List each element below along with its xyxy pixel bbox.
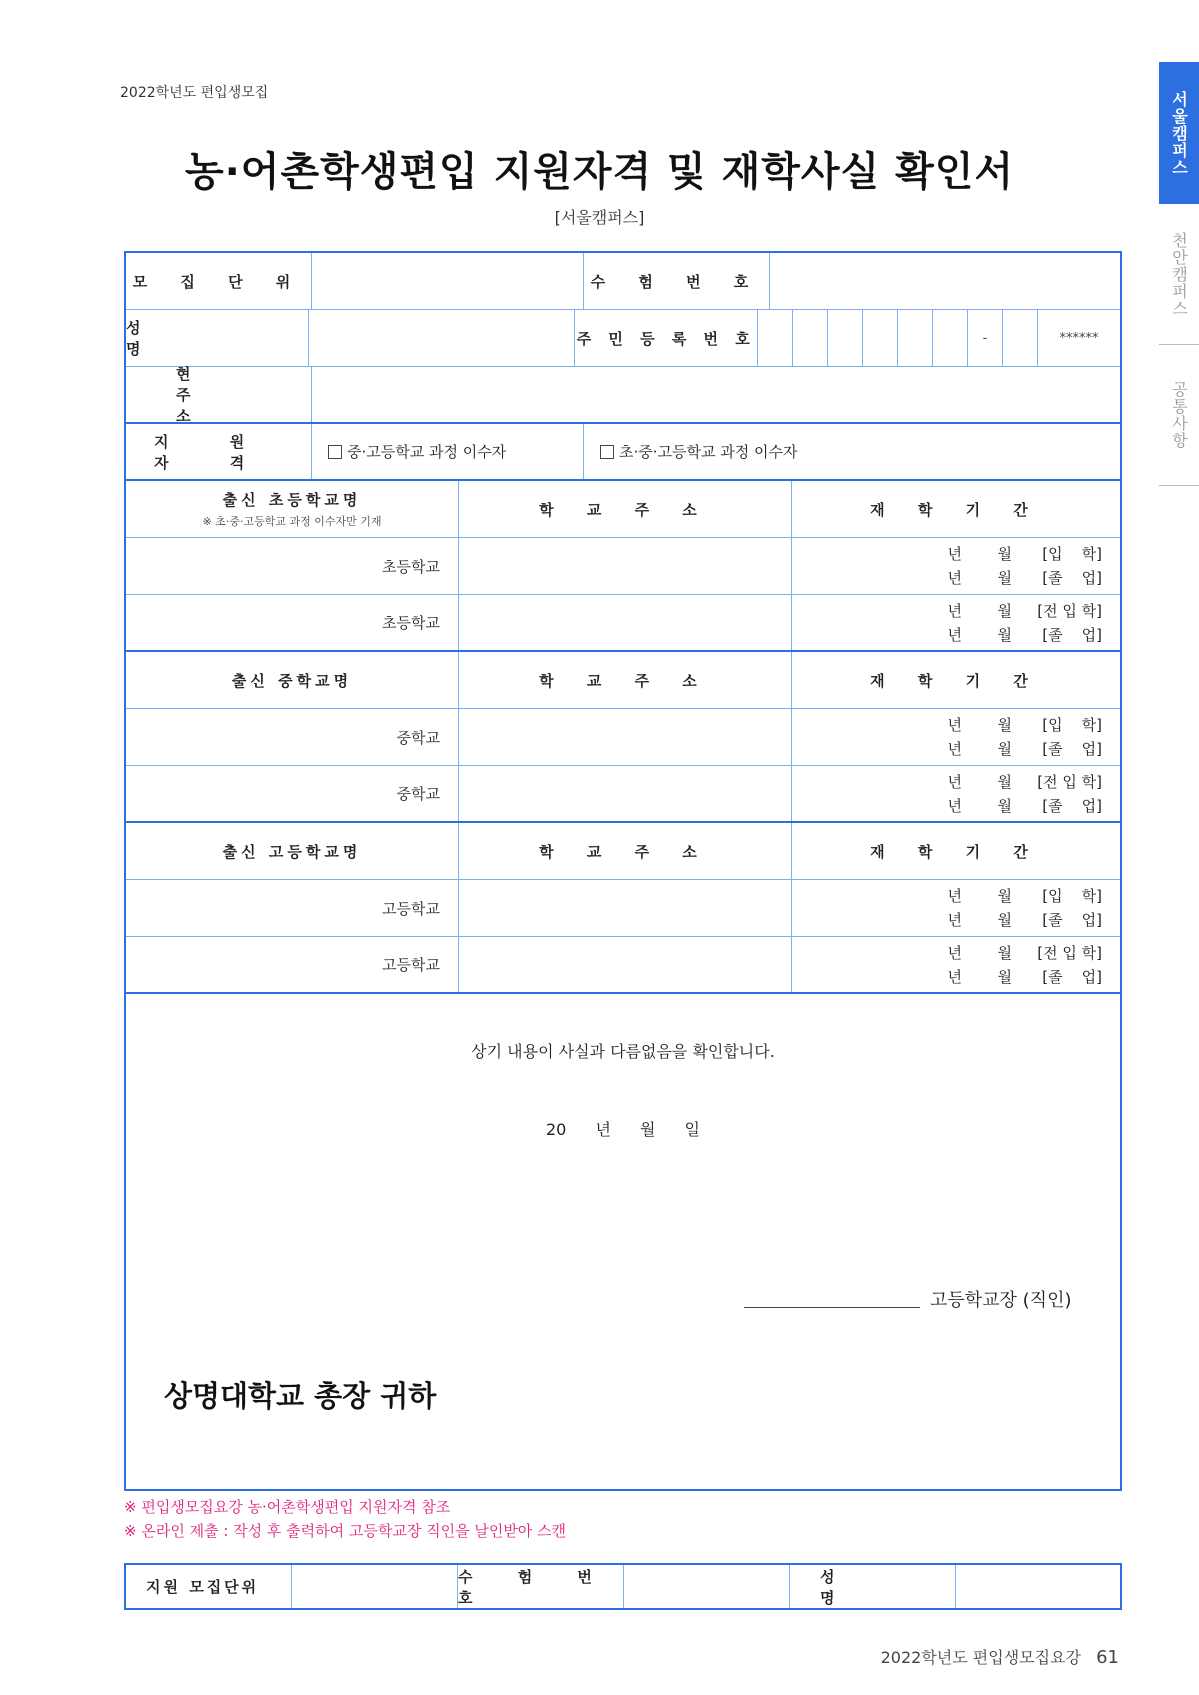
school-address-field[interactable] <box>459 880 792 936</box>
admission-label: [입 학] <box>1042 887 1102 905</box>
month-label: 월 <box>997 545 1012 563</box>
signer-label: 고등학교장 (직인) <box>930 1290 1072 1311</box>
elementary-school-field[interactable]: 초등학교 <box>126 538 459 594</box>
high-school-field[interactable]: 고등학교 <box>126 937 459 992</box>
year-label: 년 <box>947 943 962 962</box>
school-address-header: 학 교 주 소 <box>459 481 792 537</box>
year-label: 년 <box>947 967 962 986</box>
document-header: 2022학년도 편입생모집 <box>120 85 269 101</box>
month-label: 월 <box>997 911 1012 929</box>
year-label: 년 <box>947 545 962 563</box>
school-address-field[interactable] <box>459 595 792 650</box>
resident-digit[interactable] <box>933 310 968 366</box>
transfer-label: [전 입 학] <box>1037 601 1102 620</box>
elementary-row <box>126 595 1120 652</box>
month-label: 월 <box>997 943 1012 962</box>
month-label: 월 <box>997 625 1012 644</box>
resident-digit[interactable] <box>758 310 793 366</box>
high-row <box>126 880 1120 937</box>
resident-digit[interactable] <box>1003 310 1038 366</box>
checkbox[interactable] <box>328 445 342 459</box>
graduation-label: [졸 업] <box>1042 911 1102 929</box>
high-header-row <box>126 823 1120 880</box>
elementary-school-field[interactable]: 초등학교 <box>126 595 459 650</box>
year-label: 년 <box>947 887 962 905</box>
middle-school-field[interactable]: 중학교 <box>126 766 459 821</box>
signature-line[interactable] <box>744 1307 920 1308</box>
address-label: 현 주 소 <box>126 367 312 422</box>
resident-no-field[interactable] <box>758 310 1120 366</box>
period-field[interactable] <box>792 538 1120 594</box>
month-label: 월 <box>997 796 1012 815</box>
year-label: 년 <box>947 796 962 815</box>
notes <box>124 1495 566 1543</box>
footer-name-label: 성 명 <box>790 1565 956 1608</box>
page-title: 농·어촌학생편입 지원자격 및 재학사실 확인서 <box>184 149 1015 195</box>
form-row-name <box>126 310 1120 367</box>
page-number: 61 <box>1096 1647 1119 1668</box>
high-row <box>126 937 1120 994</box>
elementary-header-label: 출신 초등학교명 <box>222 491 362 509</box>
footer-exam-no-field[interactable] <box>624 1565 790 1608</box>
elementary-note: ※ 초·중·고등학교 과정 이수자만 기재 <box>202 515 382 528</box>
name-label: 성 명 <box>126 310 309 366</box>
resident-digit[interactable] <box>793 310 828 366</box>
qualification-label: 지 원 자 격 <box>126 424 312 479</box>
graduation-label: [졸 업] <box>1042 625 1102 644</box>
month-label: 월 <box>997 569 1012 587</box>
address-field[interactable] <box>312 367 1120 422</box>
page-subtitle: [서울캠퍼스] <box>554 208 645 227</box>
graduation-label: [졸 업] <box>1042 967 1102 986</box>
resident-digit[interactable] <box>828 310 863 366</box>
month-label: 월 <box>997 772 1012 791</box>
form-row-qualification <box>126 424 1120 481</box>
transfer-label: [전 입 학] <box>1037 943 1102 962</box>
period-header: 재 학 기 간 <box>870 671 1042 690</box>
tab-common[interactable]: 공통사항 <box>1159 345 1199 486</box>
option-middle-high-label: 중·고등학교 과정 이수자 <box>347 443 507 461</box>
year-label: 년 <box>947 625 962 644</box>
month-label: 월 <box>997 887 1012 905</box>
year-label: 년 <box>947 911 962 929</box>
checkbox[interactable] <box>600 445 614 459</box>
exam-no-label: 수 험 번 호 <box>584 253 770 309</box>
year-label: 년 <box>947 772 962 791</box>
option-middle-high[interactable] <box>312 424 584 479</box>
school-address-field[interactable] <box>459 937 792 992</box>
confirmation-statement: 상기 내용이 사실과 다름없음을 확인합니다. <box>471 1042 775 1061</box>
graduation-label: [졸 업] <box>1042 796 1102 815</box>
footer-unit-label: 지원 모집단위 <box>126 1565 292 1608</box>
resident-dash: - <box>968 310 1003 366</box>
transfer-label: [전 입 학] <box>1037 772 1102 791</box>
graduation-label: [졸 업] <box>1042 740 1102 758</box>
period-field[interactable] <box>792 880 1120 936</box>
recipient: 상명대학교 총장 귀하 <box>164 1379 437 1413</box>
campus-tabs <box>1159 62 1199 486</box>
year-label: 년 <box>947 569 962 587</box>
name-field[interactable] <box>309 310 576 366</box>
tab-seoul-campus[interactable]: 서울캠퍼스 <box>1159 62 1199 204</box>
month-label: 월 <box>997 716 1012 734</box>
elementary-row <box>126 538 1120 595</box>
resident-digit[interactable] <box>863 310 898 366</box>
month-label: 월 <box>997 740 1012 758</box>
admission-label: [입 학] <box>1042 545 1102 563</box>
high-school-field[interactable]: 고등학교 <box>126 880 459 936</box>
period-field[interactable] <box>792 766 1120 821</box>
resident-no-label: 주 민 등 록 번 호 <box>575 310 758 366</box>
school-address-header: 학 교 주 소 <box>459 823 792 879</box>
month-label: 월 <box>997 967 1012 986</box>
form-row-address <box>126 367 1120 424</box>
resident-digit[interactable] <box>898 310 933 366</box>
elementary-header-row <box>126 481 1120 538</box>
middle-header: 출신 중학교명 <box>126 652 459 708</box>
exam-no-field[interactable] <box>770 253 1120 309</box>
unit-label: 모 집 단 위 <box>126 253 312 309</box>
application-form <box>124 251 1122 1491</box>
footer-form <box>124 1563 1122 1610</box>
note-item: ※ 편입생모집요강 농·어촌학생편입 지원자격 참조 <box>124 1498 451 1516</box>
option-elem-middle-high[interactable] <box>584 424 1120 479</box>
footer-exam-no-label: 수 험 번 호 <box>458 1565 624 1608</box>
footer-unit-field[interactable] <box>292 1565 458 1608</box>
footer-name-field[interactable] <box>956 1565 1120 1608</box>
year-label: 년 <box>947 601 962 620</box>
form-row-unit <box>126 253 1120 310</box>
school-address-field[interactable] <box>459 538 792 594</box>
page-footer <box>881 1645 1119 1668</box>
middle-row <box>126 709 1120 766</box>
elementary-header <box>126 481 459 537</box>
admission-label: [입 학] <box>1042 716 1102 734</box>
month-label: 월 <box>997 601 1012 620</box>
period-field[interactable] <box>792 709 1120 765</box>
tab-cheonan-campus[interactable]: 천안캠퍼스 <box>1159 204 1199 345</box>
confirmation-date[interactable]: 20 년 월 일 <box>546 1120 700 1139</box>
school-address-field[interactable] <box>459 766 792 821</box>
year-label: 년 <box>947 716 962 734</box>
period-field[interactable] <box>792 595 1120 650</box>
confirmation-area <box>126 994 1120 1489</box>
option-elem-middle-high-label: 초·중·고등학교 과정 이수자 <box>619 443 798 461</box>
school-address-field[interactable] <box>459 709 792 765</box>
period-header: 재 학 기 간 <box>870 842 1042 861</box>
graduation-label: [졸 업] <box>1042 569 1102 587</box>
high-header: 출신 고등학교명 <box>126 823 459 879</box>
middle-row <box>126 766 1120 823</box>
unit-field[interactable] <box>312 253 584 309</box>
period-field[interactable] <box>792 937 1120 992</box>
book-title: 2022학년도 편입생모집요강 <box>880 1648 1081 1667</box>
period-header: 재 학 기 간 <box>870 500 1042 519</box>
middle-header-row <box>126 652 1120 709</box>
middle-school-field[interactable]: 중학교 <box>126 709 459 765</box>
resident-mask: ****** <box>1059 330 1099 346</box>
note-item: ※ 온라인 제출 : 작성 후 출력하여 고등학교장 직인을 날인받아 스캔 <box>124 1522 567 1540</box>
year-label: 년 <box>947 740 962 758</box>
school-address-header: 학 교 주 소 <box>459 652 792 708</box>
